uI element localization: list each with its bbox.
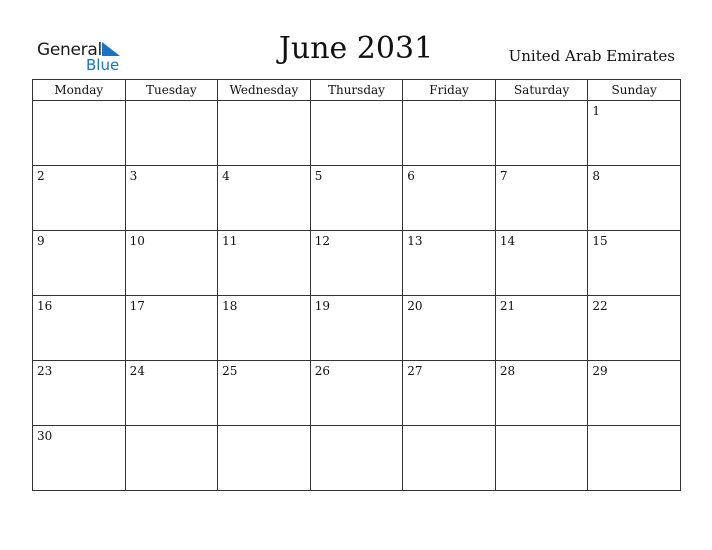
day-cell: [218, 101, 311, 166]
day-number: 25: [222, 364, 238, 378]
weekday-header: Saturday: [495, 80, 588, 101]
week-row: [33, 361, 681, 426]
day-number: 5: [314, 169, 323, 183]
day-cell: [125, 296, 218, 361]
day-number: 6: [407, 169, 415, 183]
day-cell: [588, 296, 681, 361]
day-number: 20: [407, 299, 423, 313]
weekday-header: Monday: [33, 80, 126, 101]
day-cell: [125, 166, 218, 231]
day-cell: [310, 361, 403, 426]
day-number: [126, 101, 218, 118]
calendar-grid: [32, 79, 681, 491]
day-cell: [403, 231, 496, 296]
day-number: 14: [499, 234, 516, 248]
day-cell: [310, 296, 403, 361]
day-number: [496, 101, 588, 118]
day-number: 30: [37, 429, 53, 443]
day-cell: [403, 166, 496, 231]
day-number: 11: [222, 234, 238, 248]
week-row: [33, 426, 681, 491]
day-number: 8: [592, 169, 601, 183]
day-number: [311, 101, 403, 118]
week-row: [33, 101, 681, 166]
week-row: [33, 166, 681, 231]
day-cell: [33, 101, 126, 166]
day-cell: [588, 361, 681, 426]
day-number: [588, 426, 680, 443]
weekday-header: Sunday: [588, 80, 681, 101]
day-cell: [403, 426, 496, 491]
day-cell: [588, 101, 681, 166]
day-cell: [403, 361, 496, 426]
day-number: 3: [129, 169, 138, 183]
day-number: 9: [37, 234, 45, 248]
day-number: 19: [314, 299, 330, 313]
day-cell: [33, 361, 126, 426]
day-number: [403, 426, 495, 443]
day-cell: [33, 231, 126, 296]
day-number: [33, 101, 125, 118]
day-cell: [218, 296, 311, 361]
day-cell: [33, 296, 126, 361]
day-number: 12: [314, 234, 330, 248]
day-cell: [495, 361, 588, 426]
weekday-header: Friday: [403, 80, 496, 101]
day-number: 21: [499, 299, 516, 313]
weekday-header: Tuesday: [125, 80, 218, 101]
logo-word-blue: Blue: [86, 56, 120, 74]
day-number: 18: [222, 299, 238, 313]
day-number: 17: [129, 299, 145, 313]
day-number: 23: [37, 364, 53, 378]
day-number: 27: [407, 364, 423, 378]
day-number: [218, 426, 310, 443]
weekday-header-row: [33, 80, 681, 101]
day-cell: [403, 296, 496, 361]
day-number: 7: [499, 169, 508, 183]
day-number: 24: [129, 364, 145, 378]
day-number: [496, 426, 588, 443]
day-cell: [310, 426, 403, 491]
logo-word-general: General: [37, 40, 102, 60]
day-cell: [125, 231, 218, 296]
weekday-header: Thursday: [310, 80, 403, 101]
day-cell: [33, 166, 126, 231]
day-number: 10: [129, 234, 145, 248]
day-cell: [218, 166, 311, 231]
day-cell: [495, 166, 588, 231]
day-number: [126, 426, 218, 443]
week-row: [33, 296, 681, 361]
day-cell: [310, 101, 403, 166]
day-number: 28: [499, 364, 516, 378]
day-number: 1: [592, 104, 601, 118]
day-number: 4: [222, 169, 230, 183]
day-cell: [310, 166, 403, 231]
day-number: [403, 101, 495, 118]
day-cell: [588, 231, 681, 296]
day-number: 16: [37, 299, 53, 313]
day-number: [218, 101, 310, 118]
day-number: 13: [407, 234, 423, 248]
day-cell: [495, 296, 588, 361]
day-cell: [403, 101, 496, 166]
day-cell: [495, 426, 588, 491]
day-cell: [125, 361, 218, 426]
weekday-header: Wednesday: [218, 80, 311, 101]
country-name: United Arab Emirates: [508, 47, 675, 65]
calendar-title: June 2031: [278, 31, 434, 66]
day-cell: [218, 426, 311, 491]
day-number: 26: [314, 364, 330, 378]
day-cell: [125, 426, 218, 491]
day-number: 15: [592, 234, 608, 248]
day-cell: [495, 101, 588, 166]
day-number: 22: [592, 299, 608, 313]
day-cell: [310, 231, 403, 296]
day-cell: [125, 101, 218, 166]
day-cell: [588, 426, 681, 491]
day-number: 2: [37, 169, 45, 183]
day-number: [311, 426, 403, 443]
week-row: [33, 231, 681, 296]
day-cell: [588, 166, 681, 231]
day-number: 29: [592, 364, 608, 378]
day-cell: [495, 231, 588, 296]
day-cell: [218, 231, 311, 296]
day-cell: [218, 361, 311, 426]
day-cell: [33, 426, 126, 491]
